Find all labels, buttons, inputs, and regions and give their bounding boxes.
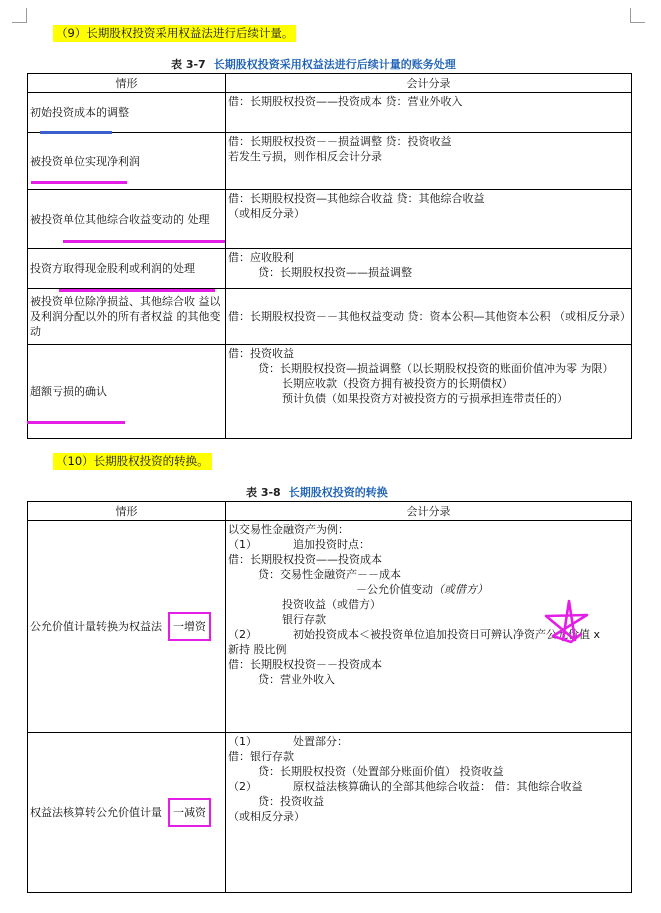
situation-cell: 初始投资成本的调整	[28, 93, 226, 133]
situation-cell: 被投资单位除净损益、其他综合收 益以及利润分配以外的所有者权益 的其他变动	[28, 289, 226, 345]
entry-cell: 借：长期股权投资——投资成本 贷：营业外收入	[226, 93, 632, 133]
pink-underline-mark	[31, 181, 127, 184]
situation-text: 公允价值计量转换为权益法	[30, 620, 162, 633]
hand-drawn-star-icon	[541, 598, 591, 646]
table-3-7	[27, 73, 632, 439]
entry-cell: 借：长期股权投资－－其他权益变动 贷：资本公积—其他资本公积 （或相反分录）	[226, 289, 632, 345]
situation-cell: 投资方取得现金股利或利润的处理	[28, 249, 226, 289]
section-10-heading: （10）长期股权投资的转换。	[53, 453, 212, 470]
blue-underline-mark	[40, 131, 112, 134]
table-row	[28, 733, 632, 893]
table-3-8-header-situation: 情形	[28, 502, 226, 521]
entry-cell: 借：投资收益 贷：长期股权投资—损益调整（以长期股权投资的账面价值冲为零 为限） 长期应收款（投资方拥有被投资方的长期债权） 预计负债（如果投资方对被投资方的亏损承担连带责任的）	[226, 345, 632, 439]
situation-cell: 被投资单位其他综合收益变动的 处理	[28, 190, 226, 249]
table-3-7-header-entry: 会计分录	[226, 74, 632, 93]
increase-tag: 一增资	[168, 612, 211, 641]
table-3-7-title: 长期股权投资采用权益法进行后续计量的账务处理	[213, 58, 456, 71]
decrease-tag: 一减资	[168, 798, 211, 827]
situation-text: 权益法核算转公允价值计量	[30, 806, 162, 819]
table-3-8-title: 长期股权投资的转换	[288, 486, 388, 499]
situation-cell	[28, 733, 226, 893]
table-3-7-header-situation: 情形	[28, 74, 226, 93]
situation-cell	[28, 521, 226, 733]
entry-cell: 借：长期股权投资－－损益调整 贷：投资收益 若发生亏损，则作相反会计分录	[226, 133, 632, 190]
entry-cell: 借：长期股权投资—其他综合收益 贷：其他综合收益 （或相反分录）	[226, 190, 632, 249]
entry-cell: （1） 处置部分： 借：银行存款 贷：长期股权投资（处置部分账面价值） 投资收益 （2） 原权益法核算确认的全部其他综合收益： 借：其他综合收益 贷：投资收益 （或相反分录）	[226, 733, 632, 893]
table-3-8-caption	[246, 484, 388, 500]
table-3-8-number: 表 3-8	[246, 486, 281, 499]
table-row	[28, 289, 632, 345]
table-3-8	[27, 501, 632, 893]
table-row	[28, 249, 632, 289]
section-9-heading: （9）长期股权投资采用权益法进行后续计量。	[53, 25, 296, 42]
situation-cell: 超额亏损的确认	[28, 345, 226, 439]
table-3-7-number: 表 3-7	[171, 58, 206, 71]
table-3-7-caption	[171, 56, 456, 72]
page-corner-mark-left	[12, 8, 27, 23]
table-row	[28, 93, 632, 133]
table-row	[28, 345, 632, 439]
situation-cell: 被投资单位实现净利润	[28, 133, 226, 190]
pink-underline-mark	[63, 240, 225, 243]
table-3-8-header-entry: 会计分录	[226, 502, 632, 521]
pink-underline-mark	[59, 289, 215, 292]
page-corner-mark-right	[630, 8, 645, 23]
entry-cell: 以交易性金融资产为例： （1） 追加投资时点： 借：长期股权投资——投资成本 贷：交易性金融资产－－成本 －公允价值变动（或借方） 投资收益（或借方） 银行存款 （2） 初始投资成本＜被投资单位追加投资日可辨认净资产公允价值 x 新持 股比例 借：长期股权投资－－投资成本 贷：营业外收入	[226, 521, 632, 733]
pink-underline-mark	[27, 421, 125, 424]
entry-cell: 借：应收股利 贷：长期股权投资——损益调整	[226, 249, 632, 289]
